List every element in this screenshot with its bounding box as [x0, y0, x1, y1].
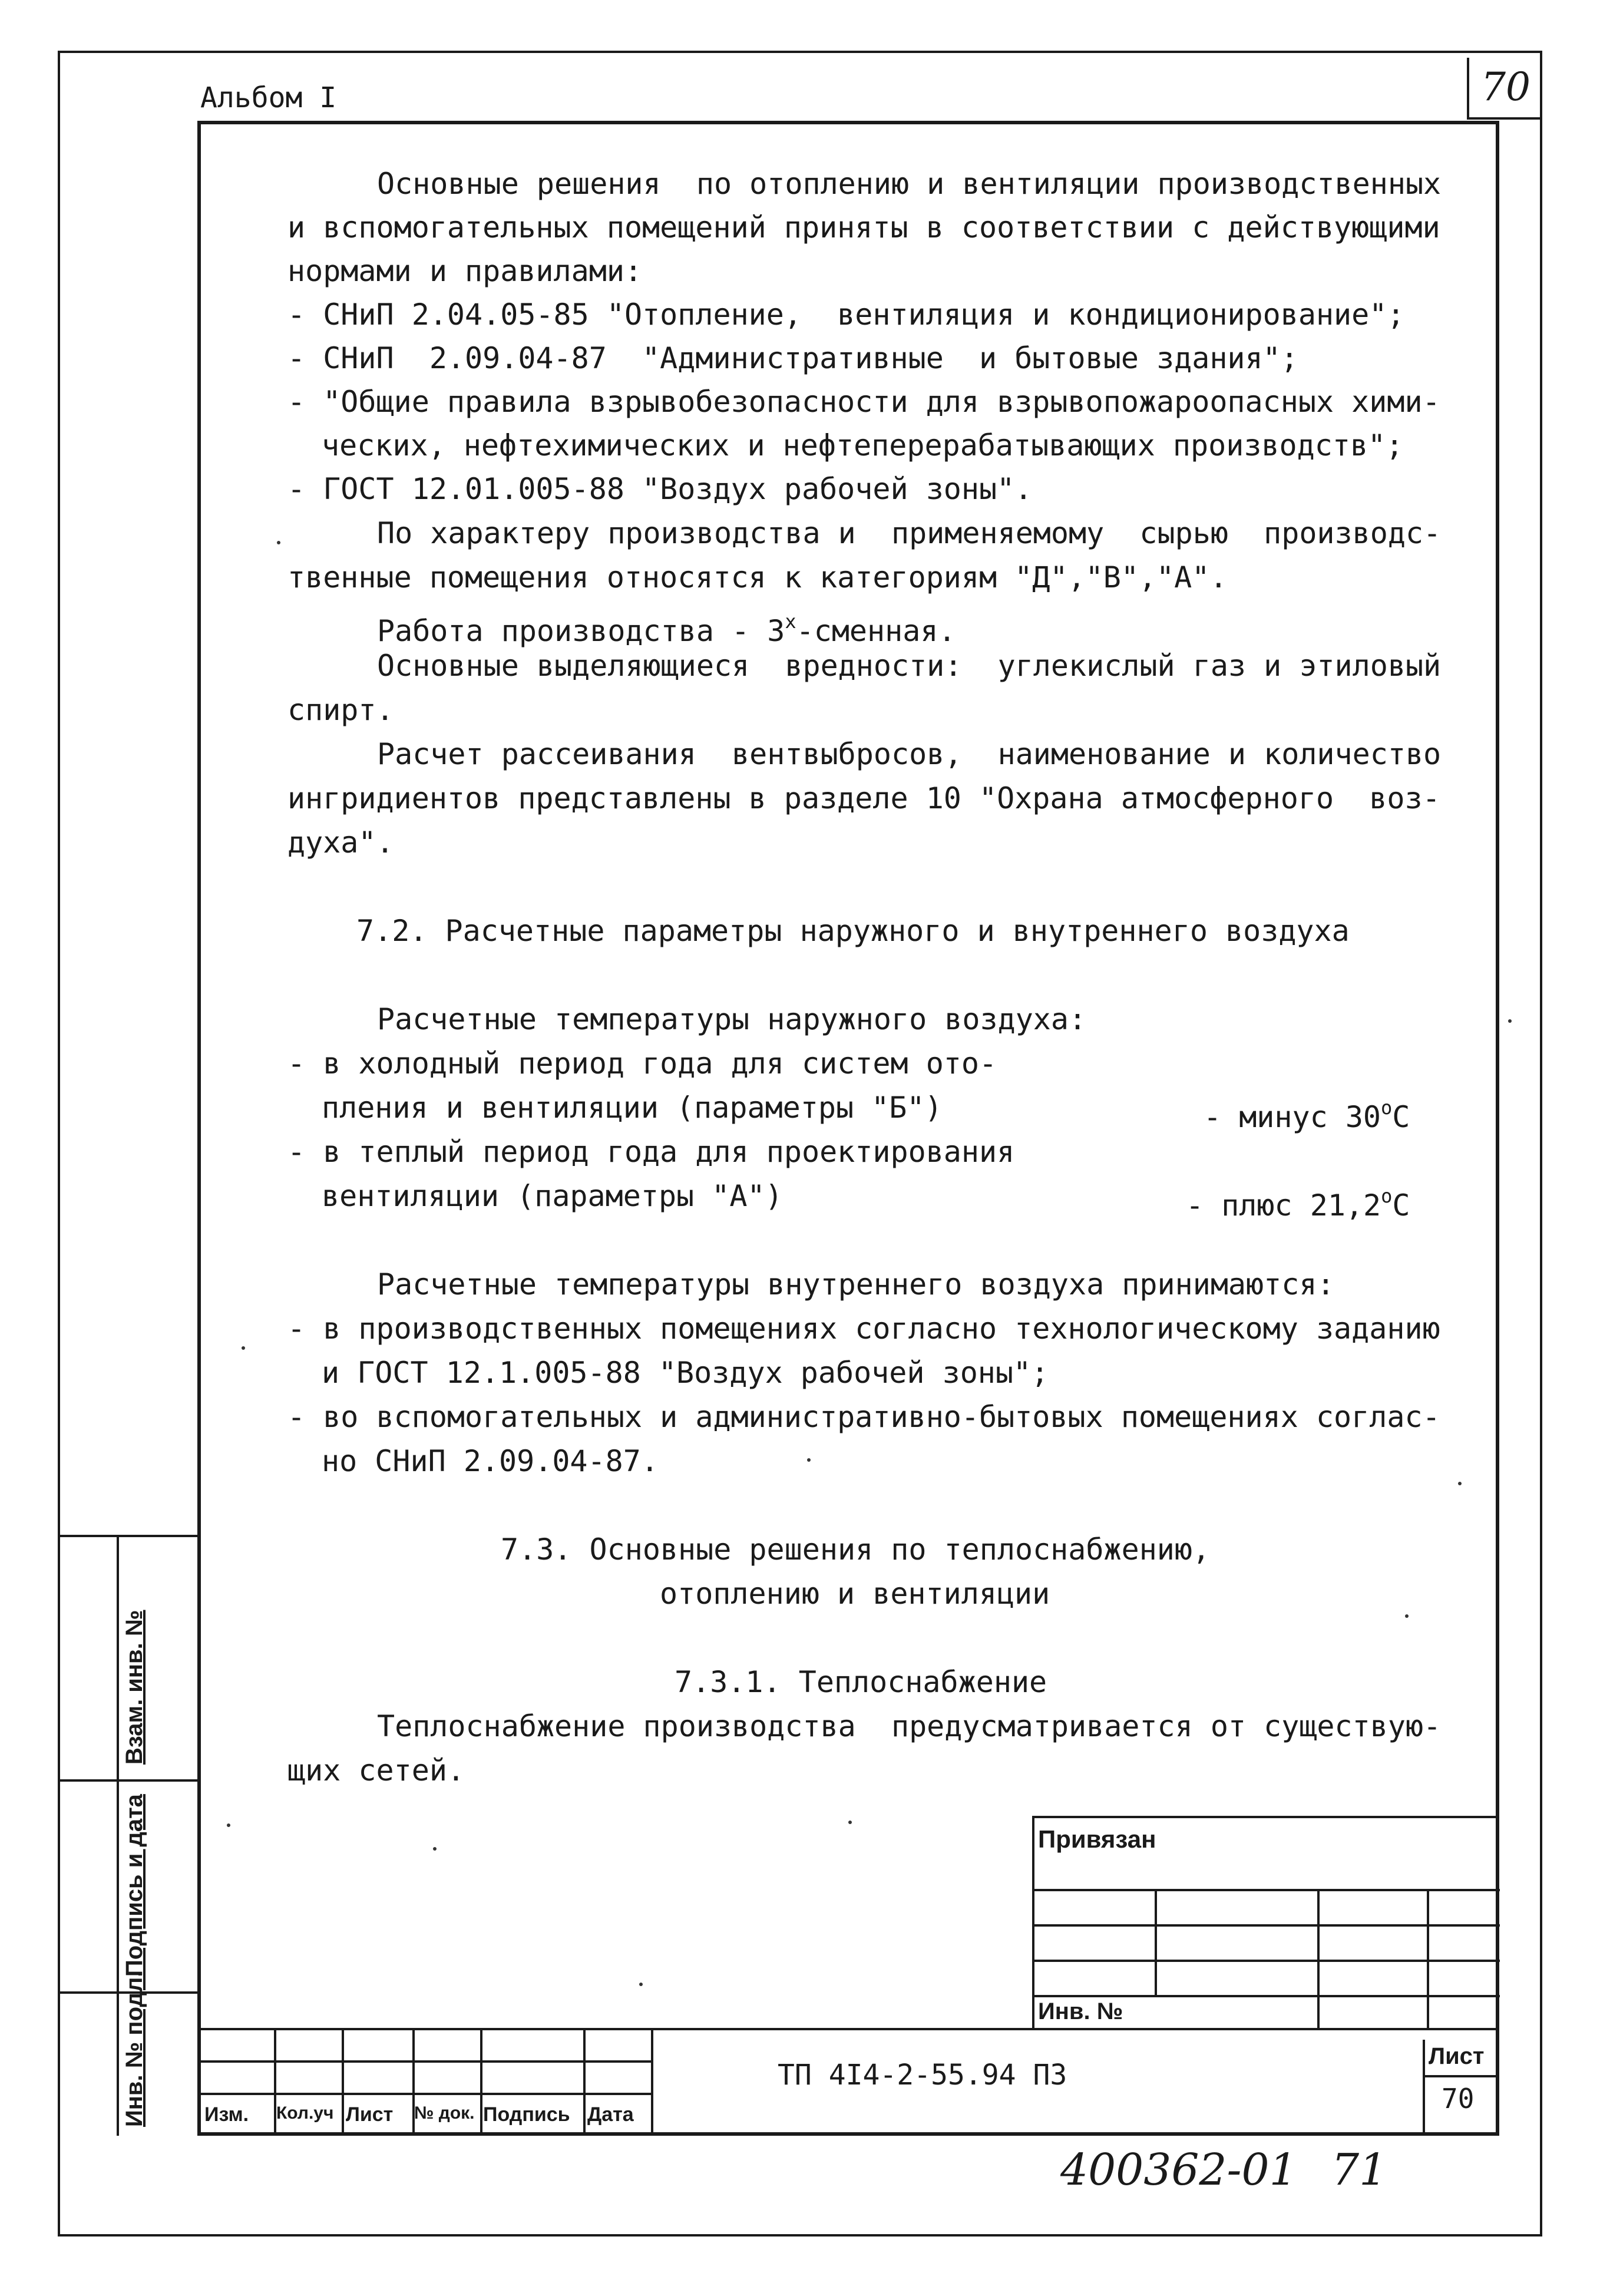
internal-item: и ГОСТ 12.1.005-88 "Воздух рабочей зоны";	[322, 1356, 1049, 1390]
scan-speck	[1405, 1614, 1409, 1618]
scan-speck	[1458, 1482, 1462, 1485]
temp-item: - в теплый период года для проектирования	[287, 1135, 1015, 1169]
para-7-line: Расчетные температуры внутреннего воздуха принимаются:	[377, 1267, 1335, 1301]
handwritten-sheet: 71	[1331, 2145, 1387, 2195]
page-number-corner: 70	[1467, 58, 1542, 120]
col-izm: Изм.	[204, 2103, 249, 2126]
inv-podl-label: Инв. № подл.	[121, 1970, 147, 2127]
vzam-inv-label: Взам. инв. №	[121, 1610, 147, 1765]
title-block	[197, 2028, 1499, 2136]
norm-item: ческих, нефтехимических и нефтеперерабатывающих производств";	[322, 428, 1404, 462]
scan-speck	[433, 1847, 437, 1851]
para-4-line: спирт.	[287, 693, 394, 727]
album-label: Альбом I	[200, 81, 337, 114]
internal-item: - во вспомогательных и административно-бытовых помещениях соглас-	[287, 1400, 1440, 1434]
temp-value-warm: - плюс $21,2^оС$	[1186, 1185, 1410, 1223]
privyazan-label: Привязан	[1038, 1825, 1156, 1853]
privyazan-block	[1032, 1816, 1497, 2028]
section-heading: отоплению и вентиляции	[660, 1577, 1050, 1611]
para-2-line: твенные помещения относятся к категориям "Д","В","А".	[287, 560, 1228, 594]
podpis-data-label: Подпись и дата	[121, 1794, 147, 1977]
temp-value-cold: - минус $30^оС$	[1204, 1096, 1410, 1134]
col-koluch: Кол.уч	[276, 2103, 334, 2123]
para-1-line: и вспомогательных помещений приняты в соответствии с действующими	[287, 210, 1440, 245]
scan-speck	[242, 1346, 245, 1350]
handwritten-inventory: 400362-01	[1060, 2145, 1297, 2195]
section-heading: 7.2. Расчетные параметры наружного и внутреннего воздуха	[356, 914, 1350, 948]
para-8-line: щих сетей.	[287, 1753, 465, 1788]
norm-item: - СНиП 2.09.04-87 "Административные и бытовые здания";	[287, 341, 1298, 375]
sheet-number: 70	[1442, 2083, 1475, 2115]
internal-item: - в производственных помещениях согласно технологическому заданию	[287, 1311, 1440, 1346]
para-5-line: Расчет рассеивания вентвыбросов, наименование и количество	[377, 737, 1442, 771]
scan-speck	[639, 1983, 643, 1986]
scan-speck	[277, 541, 280, 544]
inv-no-label: Инв. №	[1038, 1998, 1123, 2024]
norm-item: - "Общие правила взрывобезопасности для взрывопожароопасных хими-	[287, 385, 1440, 419]
para-6-line: Расчетные температуры наружного воздуха:	[377, 1002, 1087, 1036]
scan-speck	[1508, 1019, 1512, 1023]
sheet-label: Лист	[1429, 2043, 1485, 2069]
col-podpis: Подпись	[483, 2103, 570, 2126]
scan-speck	[848, 1821, 852, 1824]
para-8-line: Теплоснабжение производства предусматривается от существую-	[377, 1709, 1442, 1743]
norm-item: - ГОСТ 12.01.005-88 "Воздух рабочей зоны".	[287, 472, 1033, 506]
subsection-heading: 7.3.1. Теплоснабжение	[675, 1665, 1047, 1699]
para-2-line: По характеру производства и применяемому сырью производс-	[377, 516, 1442, 550]
temp-item: - в холодный период года для систем ото-	[287, 1046, 997, 1081]
scan-speck	[807, 1458, 811, 1462]
col-data: Дата	[587, 2103, 634, 2126]
temp-item: пления и вентиляции (параметры "Б")	[322, 1091, 943, 1125]
norm-item: - СНиП 2.04.05-85 "Отопление, вентиляция и кондиционирование";	[287, 298, 1405, 332]
para-5-line: духа".	[287, 825, 394, 860]
col-ndok: № док.	[414, 2103, 475, 2123]
document-designation: ТП 4I4-2-55.94 ПЗ	[778, 2059, 1067, 2092]
temp-item: вентиляции (параметры "А")	[322, 1179, 783, 1213]
para-3-line: Работа производства - $3^х$-сменная.	[377, 610, 956, 648]
col-list: Лист	[346, 2103, 394, 2126]
margin-stamp	[58, 1535, 199, 2136]
section-heading: 7.3. Основные решения по теплоснабжению,	[501, 1532, 1211, 1567]
para-1-line: Основные решения по отоплению и вентиляции производственных	[377, 167, 1442, 201]
scan-speck	[227, 1823, 230, 1827]
para-5-line: ингридиентов представлены в разделе 10 "Охрана атмосферного воз-	[287, 781, 1440, 815]
para-4-line: Основные выделяющиеся вредности: углекислый газ и этиловый	[377, 649, 1442, 683]
internal-item: но СНиП 2.09.04-87.	[322, 1444, 659, 1478]
para-1-line: нормами и правилами:	[287, 254, 643, 288]
